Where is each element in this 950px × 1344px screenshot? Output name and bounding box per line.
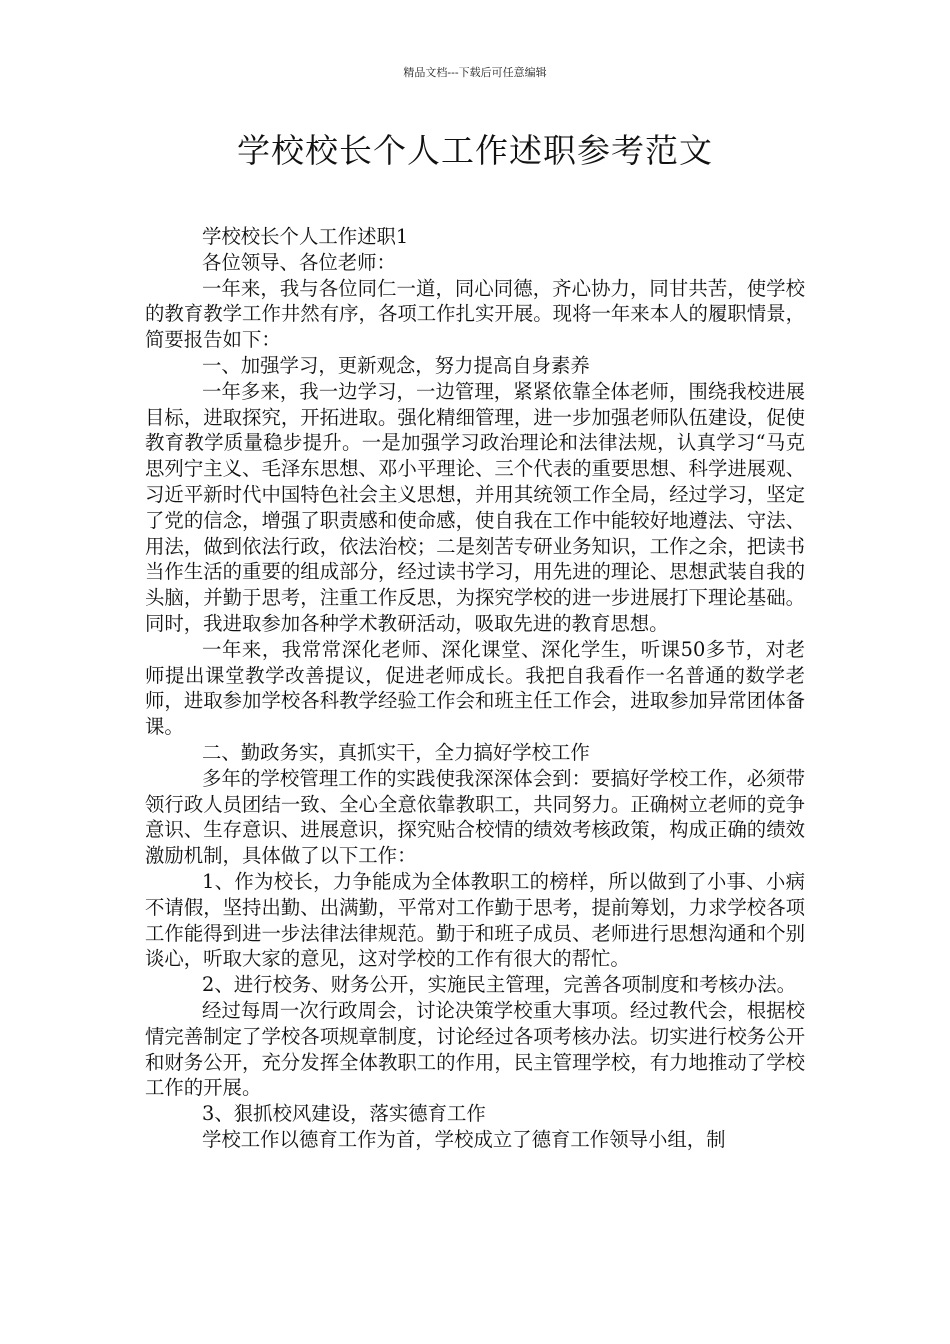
page-header-note: 精品文档---下载后可任意编辑 xyxy=(403,66,547,79)
document-body xyxy=(145,224,805,1153)
body-paragraph: 一年来，我常常深化老师、深化课堂、深化学生，听课50多节，对老师提出课堂教学改善提议，促进老师成长。我把自我看作一名普通的数学老师，进取参加学校各科教学经验工作会和班主任工作会，进取参加异常团体备课。 xyxy=(145,637,805,739)
body-paragraph: 多年的学校管理工作的实践使我深深体会到：要搞好学校工作，必须带领行政人员团结一致、全心全意依靠教职工，共同努力。正确树立老师的竞争意识、生存意识、进展意识，探究贴合校情的绩效考核政策，构成正确的绩效激励机制，具体做了以下工作： xyxy=(145,766,805,868)
body-paragraph: 2、进行校务、财务公开，实施民主管理，完善各项制度和考核办法。 xyxy=(202,973,797,997)
document-title: 学校校长个人工作述职参考范文 xyxy=(237,131,713,170)
section-heading: 3、狠抓校风建设，落实德育工作 xyxy=(202,1102,486,1126)
section-heading: 学校校长个人工作述职1 xyxy=(202,225,409,248)
body-paragraph: 学校工作以德育工作为首，学校成立了德育工作领导小组，制 xyxy=(202,1127,726,1151)
section-heading: 一、加强学习，更新观念，努力提高自身素养 xyxy=(202,353,590,377)
body-paragraph: 1、作为校长，力争能成为全体教职工的榜样，所以做到了小事、小病不请假，坚持出勤、出满勤，平常对工作勤于思考，提前筹划，力求学校各项工作能得到进一步法律法律规范。勤于和班子成员、老师进行思想沟通和个别谈心，听取大家的意见，这对学校的工作有很大的帮忙。 xyxy=(145,869,805,971)
body-paragraph: 经过每周一次行政周会，讨论决策学校重大事项。经过教代会，根据校情完善制定了学校各项规章制度，讨论经过各项考核办法。切实进行校务公开和财务公开，充分发挥全体教职工的作用，民主管理学校，有力地推动了学校工作的开展。 xyxy=(145,998,805,1100)
body-paragraph: 一年来，我与各位同仁一道，同心同德，齐心协力，同甘共苦，使学校的教育教学工作井然有序，各项工作扎实开展。现将一年来本人的履职情景，简要报告如下： xyxy=(145,276,805,352)
salutation: 各位领导、各位老师： xyxy=(202,250,396,274)
body-paragraph: 一年多来，我一边学习，一边管理，紧紧依靠全体老师，围绕我校进展目标，进取探究，开拓进取。强化精细管理，进一步加强老师队伍建设，促使教育教学质量稳步提升。一是加强学习政治理论和法律法规，认真学习“马克思列宁主义、毛泽东思想、邓小平理论、三个代表的重要思想、科学进展观、习近平新时代中国特色社会主义思想，并用其统领工作全局，经过学习，坚定了党的信念，增强了职责感和使命感，使自我在工作中能较好地遵法、守法、用法，做到依法行政，依法治校；二是刻苦专研业务知识，工作之余，把读书当作生活的重要的组成部分，经过读书学习，用先进的理论、思想武装自我的头脑，并勤于思考，注重工作反思，为探究学校的进一步进展打下理论基础。同时，我进取参加各种学术教研活动，吸取先进的教育思想。 xyxy=(145,379,805,635)
section-heading: 二、勤政务实，真抓实干，全力搞好学校工作 xyxy=(202,740,590,764)
